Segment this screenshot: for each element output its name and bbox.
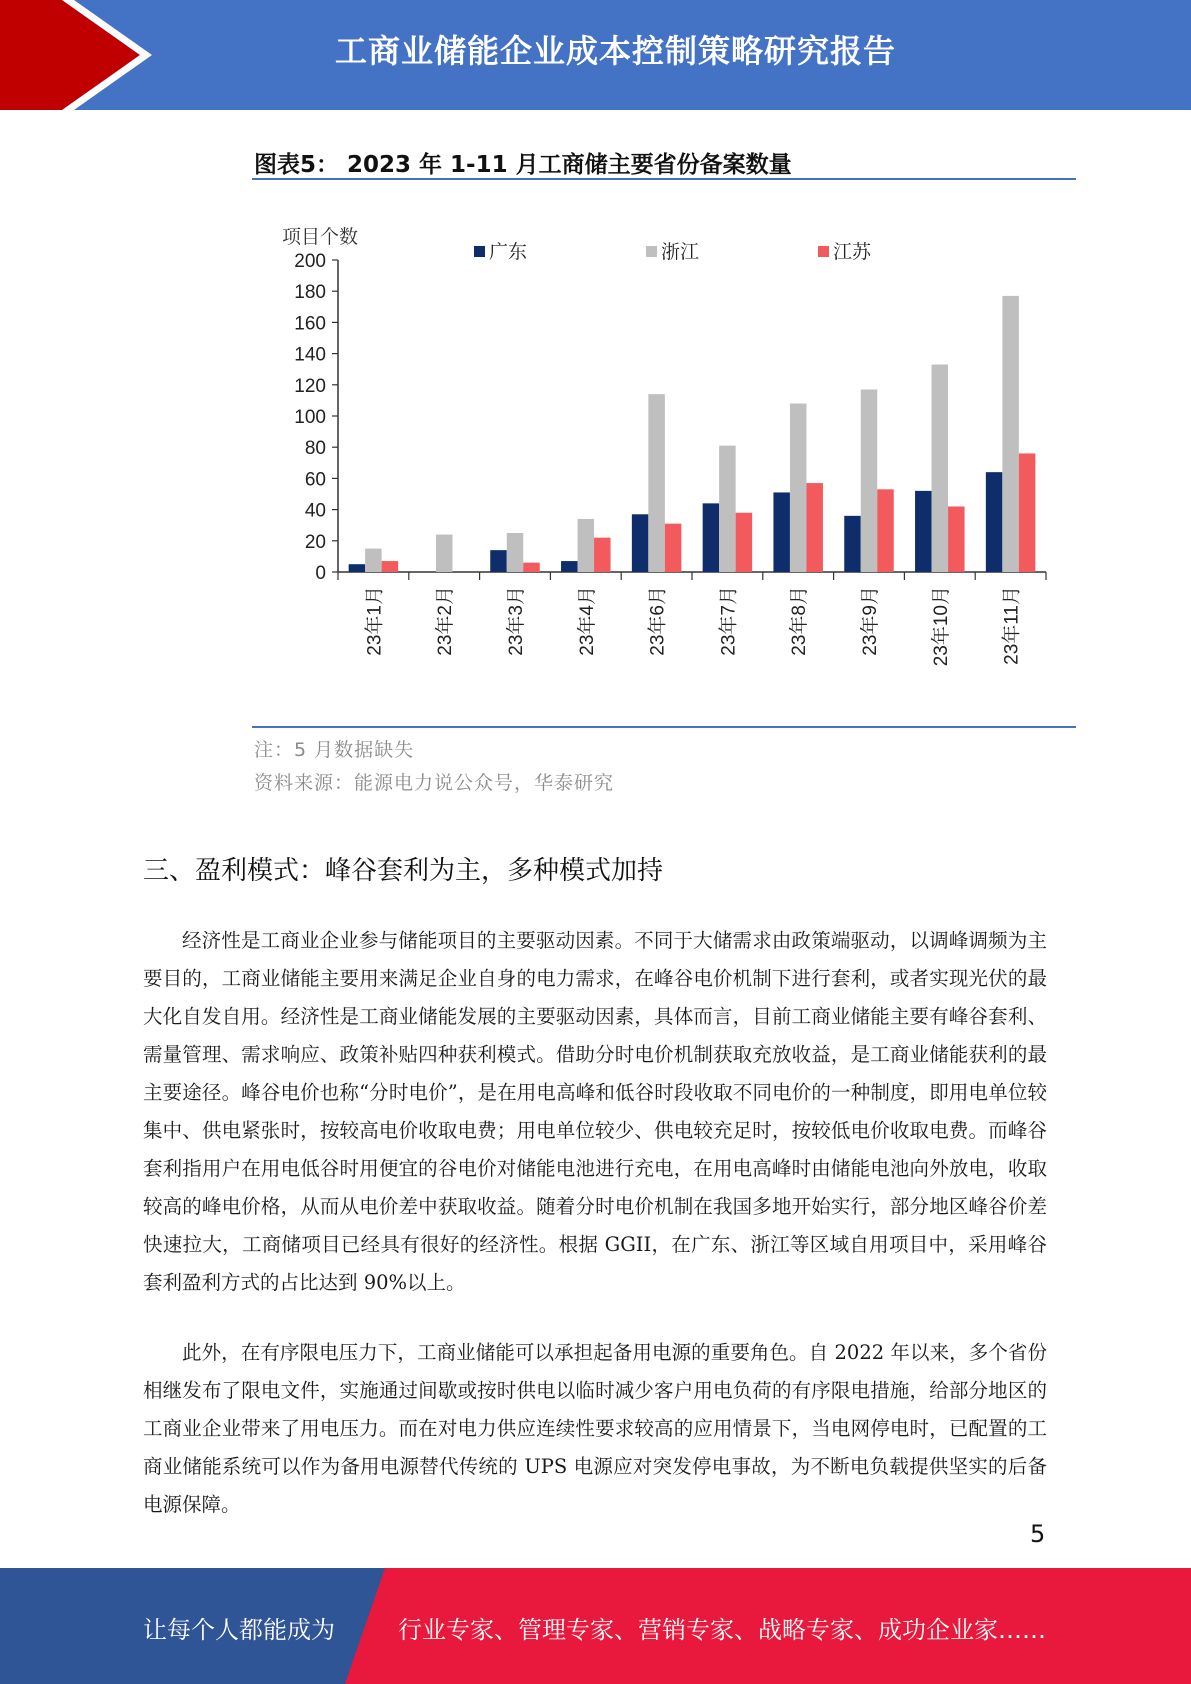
bar-广东-23年8月 [773,492,790,572]
bar-江苏-23年3月 [523,563,540,572]
section-heading: 三、盈利模式：峰谷套利为主，多种模式加持 [143,856,664,886]
y-tick-label: 200 [294,251,326,272]
bar-江苏-23年6月 [665,524,682,572]
y-tick-label: 120 [294,375,326,397]
x-tick-label: 23年9月 [860,586,881,656]
bar-广东-23年1月 [349,564,366,572]
bar-浙江-23年11月 [1002,296,1019,572]
x-tick-label: 23年10月 [930,586,952,667]
bar-chart [252,218,1072,718]
page-footer [0,1568,1191,1684]
paragraph-2: 此外，在有序限电压力下，工商业储能可以承担起备用电源的重要角色。自 2022 年以来，多个省份相继发布了限电文件，实施通过间歇或按时供电以临时减少客户用电负荷的有序限电措施，给部分地区的工商业企业带来了用电压力。而在对电力供应连续性要求较高的应用情景下，当电网停电时，已配置的工商业储能系统可以作为备用电源替代传统的 UPS 电源应对突发停电事故，为不断电负载提供坚实的后备电源保障。 [143,1341,1047,1516]
bar-江苏-23年11月 [1019,453,1036,572]
figure-source: 资料来源：能源电力说公众号，华泰研究 [254,772,615,794]
legend-label: 江苏 [833,241,872,263]
footer-slogan-left: 让每个人都能成为 [143,1616,335,1644]
bar-广东-23年7月 [703,503,720,572]
x-tick-label: 23年1月 [364,586,386,656]
figure-bottom-rule [252,726,1076,728]
bar-广东-23年11月 [986,472,1003,572]
y-tick-label: 100 [294,407,326,428]
legend-swatch-浙江 [646,246,657,257]
bar-广东-23年4月 [561,561,578,572]
page-number: 5 [1030,1520,1046,1548]
y-tick-label: 20 [304,531,326,553]
y-tick-label: 0 [315,563,326,584]
bar-浙江-23年4月 [578,519,595,572]
bar-广东-23年10月 [915,491,932,572]
legend-label: 广东 [489,241,528,263]
y-axis-label: 项目个数 [282,226,359,248]
y-tick-label: 60 [304,469,326,491]
y-tick-label: 180 [294,282,326,304]
bar-江苏-23年7月 [736,513,753,572]
bar-浙江-23年3月 [507,533,524,572]
x-tick-label: 23年11月 [1001,586,1023,665]
bar-广东-23年9月 [844,516,861,572]
bar-浙江-23年8月 [790,404,807,572]
bar-广东-23年6月 [632,514,649,572]
paragraph-1: 经济性是工商业企业参与储能项目的主要驱动因素。不同于大储需求由政策端驱动，以调峰调频为主要目的，工商业储能主要用来满足企业自身的电力需求，在峰谷电价机制下进行套利，或者实现光伏的最大化自发自用。经济性是工商业储能发展的主要驱动因素，具体而言，目前工商业储能主要有峰谷套利、需量管理、需求响应、政策补贴四种获利模式。借助分时电价机制获取充放收益，是工商业储能获利的最主要途径。峰谷电价也称“分时电价”，是在用电高峰和低谷时段收取不同电价的一种制度，即用电单位较集中、供电紧张时，按较高电价收取电费；用电单位较少、供电较充足时，按较低电价收取电费。而峰谷套利指用户在用电低谷时用便宜的谷电价对储能电池进行充电，在用电高峰时由储能电池向外放电，收取较高的峰电价格，从而从电价差中获取收益。随着分时电价机制在我国多地开始实行，部分地区峰谷价差快速拉大，工商储项目已经具有很好的经济性。根据 GGII，在广东、浙江等区域自用项目中，采用峰谷套利盈利方式的占比达到 90%以上。 [143,929,1047,1294]
bar-浙江-23年1月 [365,549,382,572]
x-tick-label: 23年3月 [506,586,527,656]
bar-江苏-23年8月 [806,483,823,572]
x-tick-label: 23年8月 [789,586,811,656]
bar-浙江-23年9月 [861,389,878,572]
legend-label: 浙江 [661,241,700,263]
bar-浙江-23年7月 [719,446,736,572]
y-tick-label: 160 [294,313,326,335]
figure-top-rule [252,178,1076,180]
report-title: 工商业储能企业成本控制策略研究报告 [334,32,896,70]
bar-江苏-23年10月 [948,506,965,572]
bar-江苏-23年9月 [877,489,894,572]
x-tick-label: 23年6月 [647,586,669,656]
y-tick-label: 40 [304,500,326,522]
bar-浙江-23年10月 [932,365,949,572]
x-tick-label: 23年7月 [718,586,740,656]
legend-swatch-广东 [474,246,485,257]
bar-浙江-23年6月 [648,394,665,572]
bar-江苏-23年1月 [382,561,399,572]
y-tick-label: 80 [304,438,326,460]
bar-江苏-23年4月 [594,538,611,572]
bar-广东-23年3月 [490,550,507,572]
page-header [0,0,1191,110]
x-tick-label: 23年2月 [435,586,457,656]
x-tick-label: 23年4月 [576,586,598,656]
y-tick-label: 140 [294,344,326,366]
figure-title: 图表5： 2023 年 1-11 月工商储主要省份备案数量 [254,152,792,178]
legend-swatch-江苏 [818,246,829,257]
bar-浙江-23年2月 [436,535,453,572]
footer-slogan-right: 行业专家、管理专家、营销专家、战略专家、成功企业家…… [398,1616,1046,1644]
figure-note: 注：5 月数据缺失 [254,739,415,761]
